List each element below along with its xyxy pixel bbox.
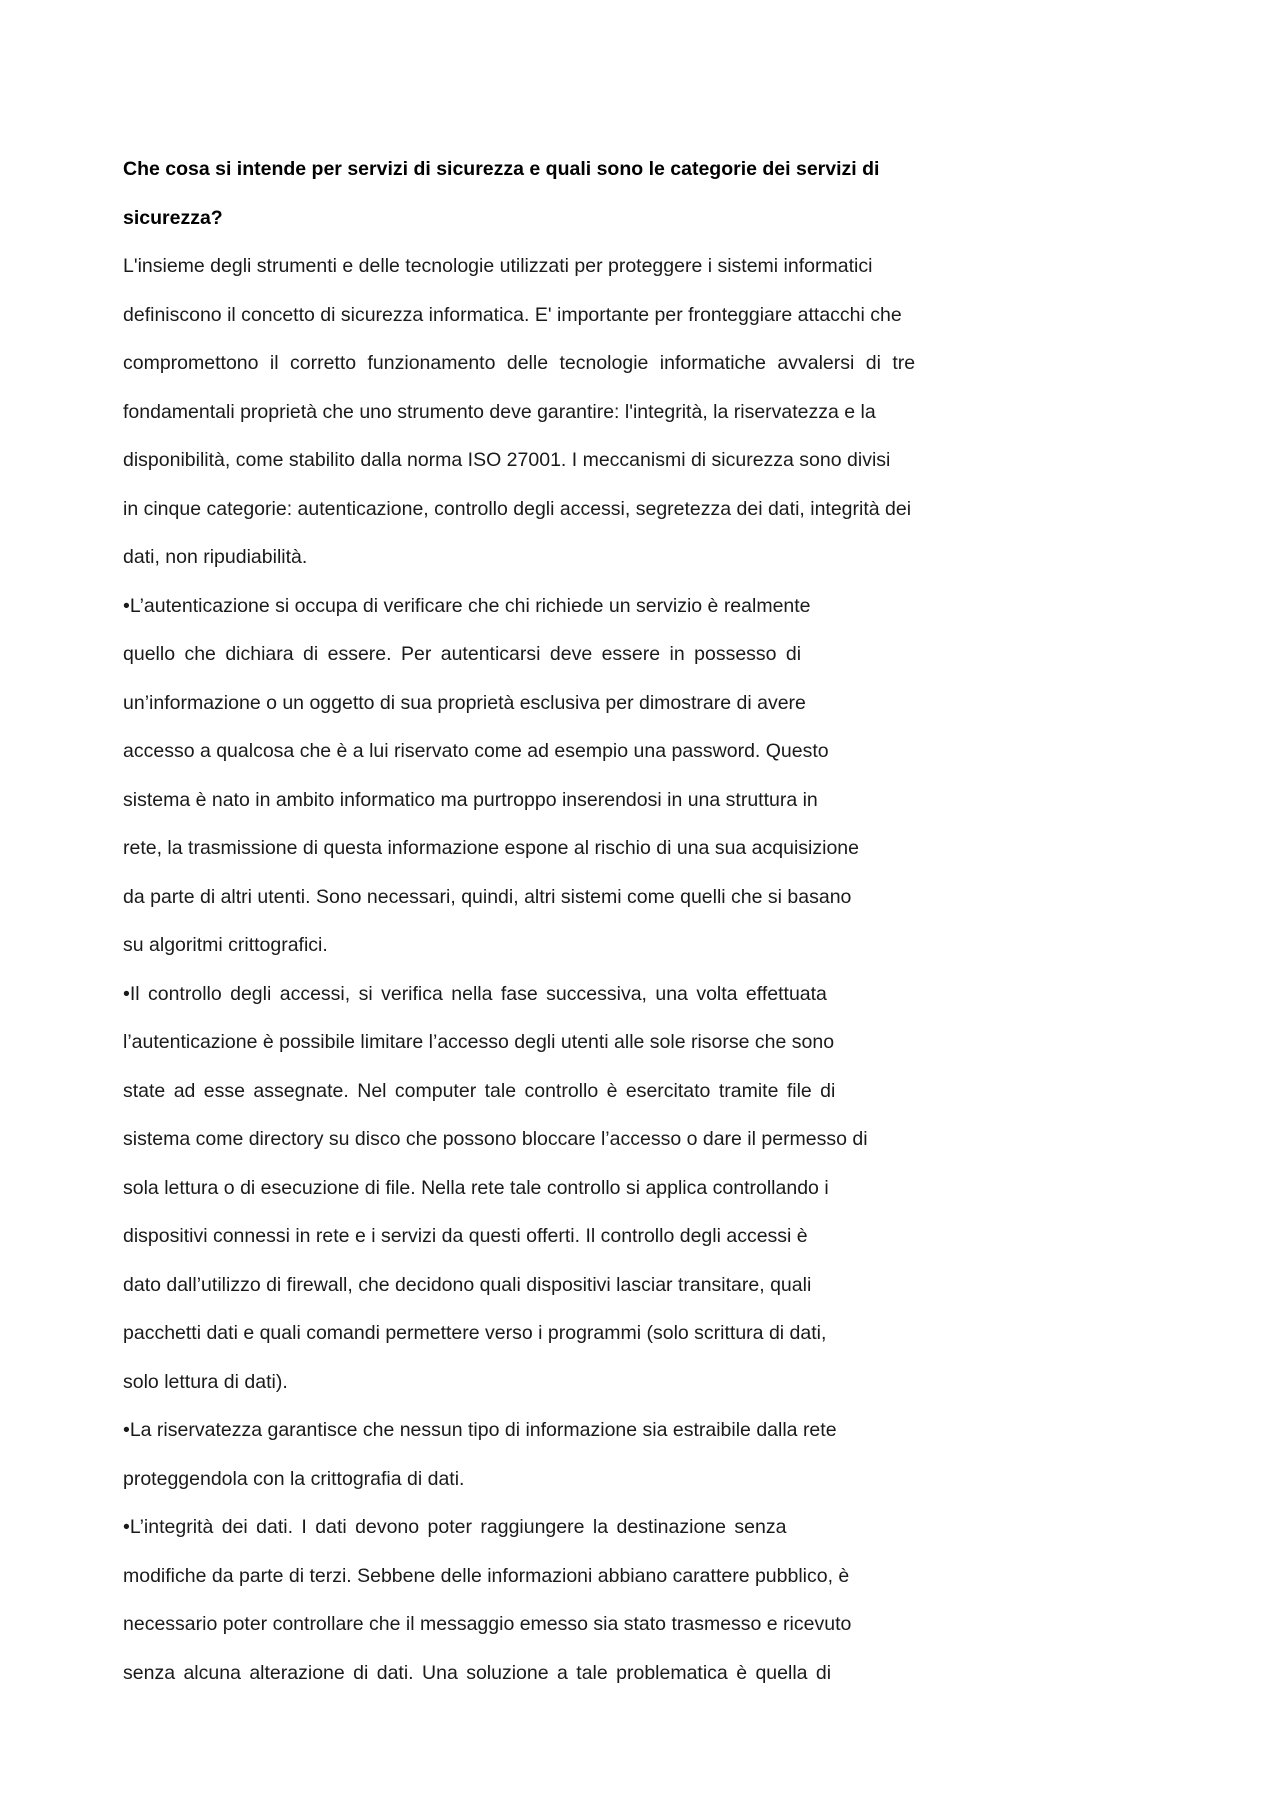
paragraph-line: senza alcuna alterazione di dati. Una soluzione a tale problematica è quella di (123, 1661, 832, 1684)
question-title-line-1: Che cosa si intende per servizi di sicurezza e quali sono le categorie dei servizi di (123, 158, 880, 180)
paragraph-line: disponibilità, come stabilito dalla norma ISO 27001. I meccanismi di sicurezza sono divisi (123, 449, 891, 471)
paragraph-line: solo lettura di dati). (123, 1370, 288, 1393)
paragraph-line: fondamentali proprietà che uno strumento deve garantire: l'integrità, la riservatezza e la (123, 400, 876, 423)
paragraph-line: l’autenticazione è possibile limitare l’accesso degli utenti alle sole risorse che sono (123, 1031, 835, 1053)
paragraph-line: modifiche da parte di terzi. Sebbene delle informazioni abbiano carattere pubblico, è (123, 1564, 850, 1587)
paragraph-line: sola lettura o di esecuzione di file. Nella rete tale controllo si applica controllando i (123, 1176, 829, 1199)
question-title-line-2: sicurezza? (123, 206, 223, 229)
paragraph-line: L'insieme degli strumenti e delle tecnologie utilizzati per proteggere i sistemi informatici (123, 255, 873, 277)
paragraph-line: in cinque categorie: autenticazione, controllo degli accessi, segretezza dei dati, integrità dei (123, 497, 912, 520)
paragraph-line: pacchetti dati e quali comandi permettere verso i programmi (solo scrittura di dati, (123, 1322, 827, 1344)
paragraph-line: quello che dichiara di essere. Per autenticarsi deve essere in possesso di (123, 643, 802, 665)
paragraph-line: compromettono il corretto funzionamento delle tecnologie informatiche avvalersi di tre (123, 352, 916, 374)
paragraph-line: proteggendola con la crittografia di dati. (123, 1467, 465, 1490)
paragraph-line: dispositivi connessi in rete e i servizi da questi offerti. Il controllo degli accessi è (123, 1225, 808, 1247)
paragraph-line: accesso a qualcosa che è a lui riservato come ad esempio una password. Questo (123, 740, 829, 762)
paragraph-line: necessario poter controllare che il messaggio emesso sia stato trasmesso e ricevuto (123, 1613, 852, 1635)
paragraph-line: state ad esse assegnate. Nel computer tale controllo è esercitato tramite file di (123, 1079, 836, 1102)
paragraph-line: un’informazione o un oggetto di sua proprietà esclusiva per dimostrare di avere (123, 691, 806, 714)
paragraph-line: dato dall’utilizzo di firewall, che decidono quali dispositivi lasciar transitare, quali (123, 1273, 812, 1296)
paragraph-line: rete, la trasmissione di questa informazione espone al rischio di una sua acquisizione (123, 837, 859, 859)
bullet-riservatezza-line: •La riservatezza garantisce che nessun tipo di informazione sia estraibile dalla rete (123, 1419, 837, 1441)
paragraph-line: sistema è nato in ambito informatico ma purtroppo inserendosi in una struttura in (123, 788, 818, 811)
paragraph-line: sistema come directory su disco che possono bloccare l’accesso o dare il permesso di (123, 1128, 868, 1150)
paragraph-line: su algoritmi crittografici. (123, 934, 328, 956)
bullet-autenticazione-line: •L’autenticazione si occupa di verificare che chi richiede un servizio è realmente (123, 594, 811, 617)
paragraph-line: definiscono il concetto di sicurezza informatica. E' importante per fronteggiare attacchi che (123, 303, 902, 326)
bullet-integrita-line: •L’integrità dei dati. I dati devono poter raggiungere la destinazione senza (123, 1516, 787, 1538)
paragraph-line: da parte di altri utenti. Sono necessari, quindi, altri sistemi come quelli che si basano (123, 885, 852, 908)
document-body (123, 152, 1063, 1704)
bullet-controllo-accessi-line: •Il controllo degli accessi, si verifica nella fase successiva, una volta effettuata (123, 982, 827, 1005)
paragraph-line: dati, non ripudiabilità. (123, 546, 308, 568)
